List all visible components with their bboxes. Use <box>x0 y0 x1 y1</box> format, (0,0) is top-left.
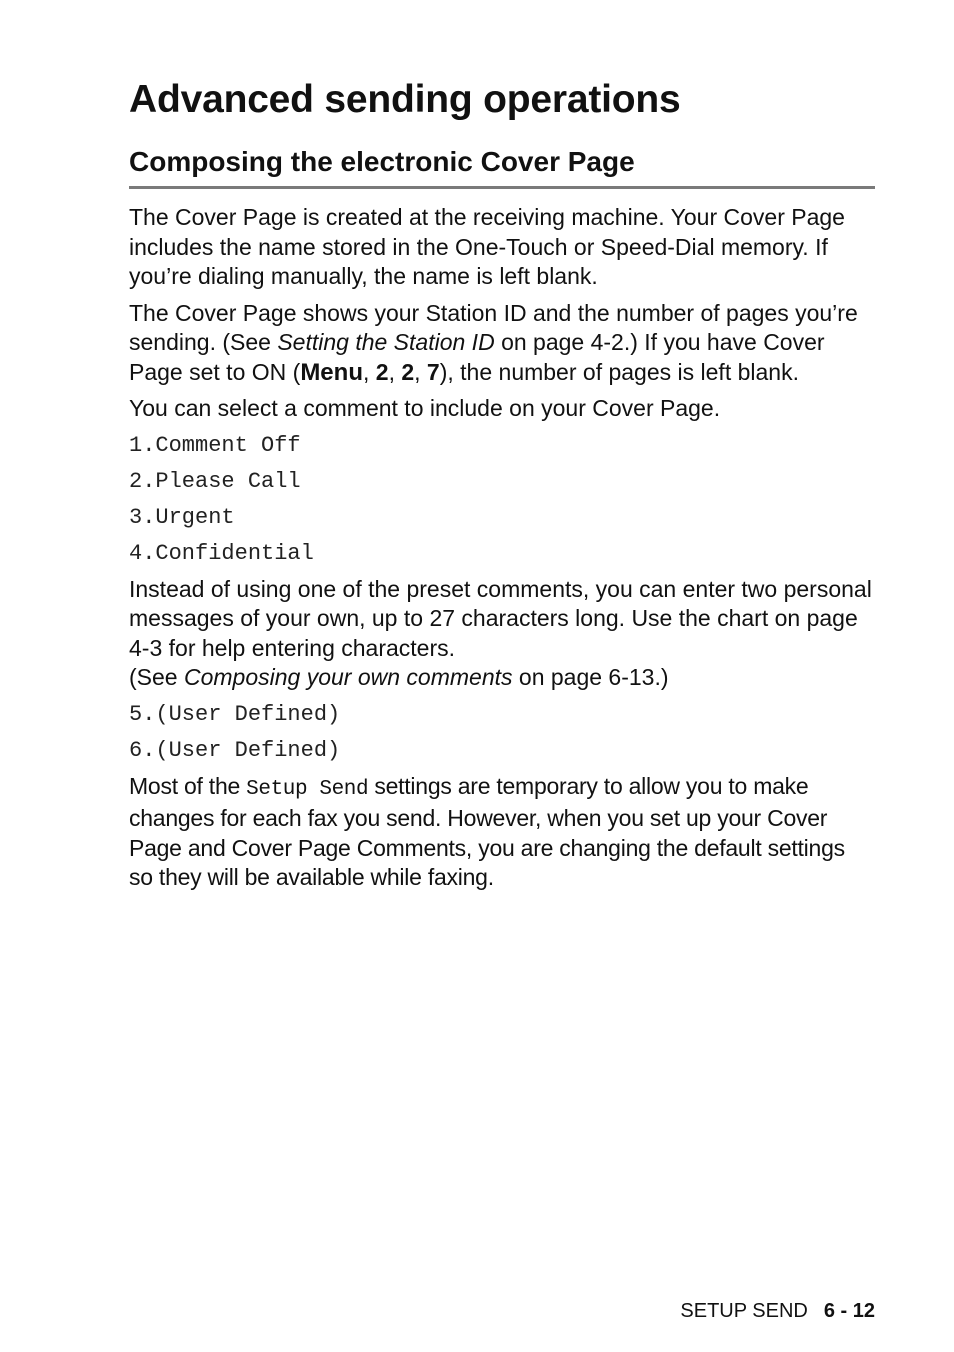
key-2b: 2 <box>401 358 415 385</box>
comment-option: 3.Urgent <box>129 504 235 530</box>
section-divider <box>129 186 875 189</box>
paragraph-intro: The Cover Page is created at the receiving machine. Your Cover Page includes the name stored in the One-Touch or Speed-Dial memory. If you’re dialing manually, the name is left blank. <box>129 204 845 289</box>
paragraph-select-comment: You can select a comment to include on your Cover Page. <box>129 395 721 421</box>
comment-option: 2.Please Call <box>129 468 301 494</box>
menu-key: Menu <box>300 358 363 386</box>
para5-text-2: settings are temporary to allow you to make changes for each fax you send. However, when you set up your Cover Page and Cover Page Comments, you are changing the default settings so they will be available while faxing. <box>129 772 845 890</box>
para2-text-1: The Cover Page shows your Station ID and the number of pages you’re sending. (See <box>129 299 858 355</box>
para2-text-3: ), the number of pages is left blank. <box>439 358 799 385</box>
paragraph-station-id <box>129 299 874 388</box>
para4-text-1: Instead of using one of the preset comments, you can enter two personal messages of your own, up to 27 characters long. Use the chart on page 4-3 for help entering characters. <box>129 575 872 661</box>
key-7: 7 <box>426 358 440 385</box>
comment-option: 1.Comment Off <box>129 432 301 458</box>
station-id-reference: Setting the Station ID <box>277 329 495 355</box>
comment-option: 4.Confidential <box>129 540 314 566</box>
key-2a: 2 <box>375 358 389 385</box>
separator: , <box>362 358 376 385</box>
user-comment-option: 5.(User Defined) <box>129 701 341 727</box>
separator: , <box>414 358 427 385</box>
paragraph-custom-messages <box>129 575 874 693</box>
own-comments-reference: Composing your own comments <box>183 664 513 690</box>
footer-page-number: 6 - 12 <box>823 1300 875 1322</box>
page-title: Advanced sending operations <box>129 78 681 121</box>
para4-text-3: on page 6-13.) <box>512 664 669 690</box>
user-comment-option: 6.(User Defined) <box>129 737 341 763</box>
page-footer <box>680 1300 875 1323</box>
paragraph-setup-send <box>129 772 874 893</box>
para5-text-1: Most of the <box>129 772 247 799</box>
footer-section: SETUP SEND <box>680 1300 808 1322</box>
separator: , <box>388 358 402 385</box>
section-title: Composing the electronic Cover Page <box>129 146 635 177</box>
para4-text-2: (See <box>129 664 184 690</box>
para2-text-2: on page 4-2.) If you have Cover Page set to ON ( <box>129 329 825 385</box>
body-text <box>129 203 874 900</box>
setup-send-code: Setup Send <box>246 777 369 801</box>
